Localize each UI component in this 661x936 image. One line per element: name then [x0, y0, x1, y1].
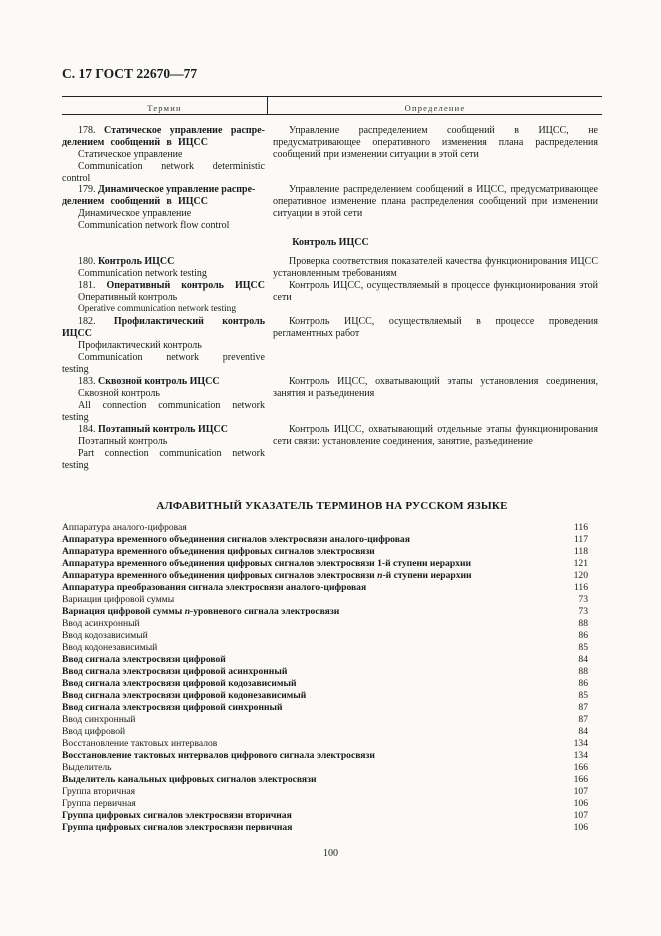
index-page-ref: 116 [573, 582, 588, 593]
index-title: АЛФАВИТНЫЙ УКАЗАТЕЛЬ ТЕРМИНОВ НА РУССКОМ ЯЗЫКЕ [156, 500, 508, 512]
term-english-continued: testing [62, 459, 89, 471]
definition-184 [273, 424, 598, 448]
term-name-part: Динамическое управление распре- [98, 184, 256, 195]
term-synonym: Динамическое управление [78, 207, 192, 219]
index-entry [62, 558, 588, 570]
term-number: 182. [78, 316, 96, 327]
section-title: Контроль ИЦСС [292, 237, 369, 248]
term-number: 183. [78, 376, 96, 387]
index-page-ref: 88 [578, 666, 588, 677]
table-top-rule [62, 96, 602, 97]
index-list [62, 522, 588, 834]
term-name: Контроль ИЦСС [98, 256, 175, 267]
term-synonym: Сквозной контроль [78, 387, 160, 399]
definition-text: Контроль ИЦСС, осуществляемый в процессе проведения регламентных работ [273, 316, 598, 339]
index-entry [62, 630, 588, 642]
page-header: С. 17 ГОСТ 22670—77 [62, 66, 198, 81]
index-page-ref: 106 [573, 822, 588, 833]
definition-179 [273, 184, 598, 220]
index-entry [62, 750, 588, 762]
index-entry [62, 546, 588, 558]
definition-text: Контроль ИЦСС, охватывающий отдельные этапы функционирования сети связи: установление соединения, занятие, разъединение [273, 424, 598, 447]
term-name: Сквозной контроль ИЦСС [98, 376, 220, 387]
index-page-ref: 86 [578, 678, 588, 689]
index-page-ref: 73 [578, 594, 588, 605]
index-entry [62, 690, 588, 702]
term-181 [62, 280, 265, 316]
index-term: Ввод сигнала электросвязи цифровой кодонезависимый [62, 690, 307, 701]
index-page-ref: 88 [578, 618, 588, 629]
index-page-ref: 134 [573, 738, 588, 749]
index-page-ref: 85 [578, 690, 588, 701]
term-synonym: Оперативный контроль [78, 291, 178, 303]
index-entry [62, 702, 588, 714]
index-entry [62, 618, 588, 630]
definition-180 [273, 256, 598, 280]
term-182 [62, 316, 265, 376]
index-entry [62, 726, 588, 738]
index-term: Ввод цифровой [62, 726, 126, 737]
index-page-ref: 107 [573, 810, 588, 821]
index-entry [62, 774, 588, 786]
index-term: Восстановление тактовых интервалов цифрового сигнала электросвязи [62, 750, 375, 761]
term-english-continued: control [62, 172, 91, 184]
index-page-ref: 166 [573, 774, 588, 785]
term-name-part: ИЦСС [62, 327, 92, 339]
index-entry [62, 606, 588, 618]
definition-text: Контроль ИЦСС, осуществляемый в процессе функционирования этой сети [273, 280, 598, 303]
term-name-part: делением [62, 195, 105, 207]
index-page-ref: 87 [578, 702, 588, 713]
term-178 [62, 125, 265, 185]
term-english-continued: testing [62, 363, 89, 375]
term-name: Поэтапный контроль ИЦСС [98, 424, 228, 435]
index-term: Восстановление тактовых интервалов [62, 738, 218, 749]
index-entry [62, 678, 588, 690]
index-page-ref: 106 [573, 798, 588, 809]
term-name-part: делением [62, 136, 105, 148]
term-english: All connection communication network [78, 399, 265, 411]
index-page-ref: 118 [573, 546, 588, 557]
term-name-part: сообщений [110, 136, 161, 148]
index-entry [62, 522, 588, 534]
index-entry [62, 654, 588, 666]
index-entry [62, 534, 588, 546]
term-english: Communication network testing [78, 267, 207, 279]
index-term: Ввод асинхронный [62, 618, 140, 629]
index-entry [62, 810, 588, 822]
definition-text: Проверка соответствия показателей качества функционирования ИЦСС установленным требованиям [273, 256, 598, 279]
column-header-definition: Определение [404, 103, 466, 113]
index-entry [62, 822, 588, 834]
term-english: Communication network flow control [78, 219, 230, 231]
term-name-part: контроль [222, 316, 266, 327]
index-entry [62, 798, 588, 810]
index-term: Группа первичная [62, 798, 136, 809]
index-page-ref: 120 [573, 570, 588, 581]
index-page-ref: 107 [573, 786, 588, 797]
page-number: 100 [323, 848, 338, 859]
index-page-ref: 84 [578, 654, 588, 665]
term-name-part: в ИЦСС [166, 136, 208, 148]
term-english: Part connection communication network [78, 447, 265, 459]
definition-text: Контроль ИЦСС, охватывающий этапы установления соединения, занятия и разъединения [273, 376, 598, 399]
index-term: Аппаратура временного объединения цифровых сигналов электросвязи 1-й ступени иерархии [62, 558, 472, 569]
index-page-ref: 84 [578, 726, 588, 737]
term-name-part: Оперативный [106, 280, 171, 291]
index-term: Ввод сигнала электросвязи цифровой [62, 654, 226, 665]
term-184 [62, 424, 265, 472]
index-term: Ввод сигнала электросвязи цифровой асинхронный [62, 666, 288, 677]
index-page-ref: 86 [578, 630, 588, 641]
index-page-ref: 85 [578, 642, 588, 653]
index-page-ref: 134 [573, 750, 588, 761]
index-term: Вариация цифровой суммы [62, 594, 175, 605]
term-synonym: Профилактический контроль [78, 339, 202, 351]
term-name-part: управление распре- [169, 125, 265, 136]
index-term: Ввод синхронный [62, 714, 136, 725]
index-entry [62, 666, 588, 678]
term-english-continued: testing [62, 411, 89, 423]
index-entry [62, 714, 588, 726]
index-entry [62, 570, 588, 582]
definition-text: Управление распределением сообщений в ИЦСС, не предусматривающее оперативного изменения плана распределения сообщений при изменении ситуации в этой сети [273, 125, 598, 160]
index-term: Аппаратура аналого-цифровая [62, 522, 187, 533]
index-term: Группа цифровых сигналов электросвязи вторичная [62, 810, 292, 821]
index-term: Вариация цифровой суммы n-уровневого сигнала электросвязи [62, 606, 340, 617]
term-english-part: network [166, 351, 200, 363]
index-page-ref: 117 [573, 534, 588, 545]
term-183 [62, 376, 265, 424]
term-number: 178. [78, 125, 96, 136]
index-term: Ввод кодозависимый [62, 630, 148, 641]
index-page-ref: 166 [573, 762, 588, 773]
term-name-part: в ИЦСС [166, 195, 208, 207]
index-term: Ввод сигнала электросвязи цифровой синхронный [62, 702, 283, 713]
index-entry [62, 786, 588, 798]
term-english: Operative communication network testing [78, 303, 237, 314]
index-page-ref: 121 [573, 558, 588, 569]
index-page-ref: 116 [573, 522, 588, 533]
term-180 [62, 256, 265, 280]
term-synonym: Поэтапный контроль [78, 435, 168, 447]
table-header-rule [62, 114, 602, 115]
term-name-part: контроль ИЦСС [181, 280, 265, 291]
index-term: Аппаратура временного объединения сигналов электросвязи аналого-цифровая [62, 534, 410, 545]
index-term: Выделитель канальных цифровых сигналов электросвязи [62, 774, 317, 785]
definition-182 [273, 316, 598, 340]
term-number: 184. [78, 424, 96, 435]
term-english: Communication network deterministic [78, 160, 265, 172]
index-term: Выделитель [62, 762, 112, 773]
index-term: Ввод сигнала электросвязи цифровой кодозависимый [62, 678, 297, 689]
term-english-part: preventive [222, 351, 265, 363]
index-page-ref: 87 [578, 714, 588, 725]
term-number: 179. [78, 184, 96, 195]
definition-183 [273, 376, 598, 400]
term-name-part: Профилактический [113, 316, 204, 327]
index-term: Аппаратура временного объединения цифровых сигналов электросвязи n-й ступени иерархии [62, 570, 472, 581]
index-term: Ввод кодонезависимый [62, 642, 158, 653]
index-term: Аппаратура временного объединения цифровых сигналов электросвязи [62, 546, 375, 557]
column-header-term: Термин [147, 103, 182, 113]
term-name-part: Статическое [104, 125, 162, 136]
term-name-part: сообщений [110, 195, 161, 207]
definition-text: Управление распределением сообщений в ИЦСС, предусматривающее оперативное изменение плана распределения сообщений при изменении ситуации в этой сети [273, 184, 598, 219]
term-number: 180. [78, 256, 96, 267]
index-term: Аппаратура преобразования сигнала электросвязи аналого-цифровая [62, 582, 367, 593]
term-number: 181. [78, 280, 96, 291]
definition-181 [273, 280, 598, 304]
index-entry [62, 594, 588, 606]
index-page-ref: 73 [578, 606, 588, 617]
term-synonym: Статическое управление [78, 148, 183, 160]
index-term: Группа вторичная [62, 786, 136, 797]
index-term: Группа цифровых сигналов электросвязи первичная [62, 822, 293, 833]
index-entry [62, 762, 588, 774]
index-entry [62, 582, 588, 594]
term-english-part: Communication [78, 351, 143, 363]
definition-178 [273, 125, 598, 161]
index-entry [62, 642, 588, 654]
term-179 [62, 184, 265, 232]
index-entry [62, 738, 588, 750]
